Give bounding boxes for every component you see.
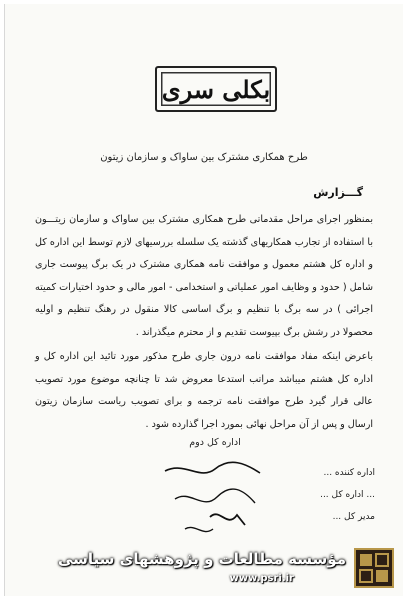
report-heading: گـــزارش: [313, 186, 363, 199]
issuing-office: اداره کل دوم: [189, 437, 241, 448]
handwritten-signature-icon: [155, 459, 275, 539]
watermark-footer: [0, 540, 406, 596]
paragraph: باعرض اینکه مفاد موافقت نامه درون جاری طرح مذکور مورد تائید این اداره کل و اداره کل هشتم میباشد مراتب استدعا معروض شد تا چنانچه موضوع مورد تصویب عالی قرار گیرد طرح موافقت نامه ترجمه و برای تصویب ریاست سازمان زیتون ارسال و پس از آن مراحل نهائی بمورد اجرا گذارده شود .: [35, 351, 373, 430]
signature-line: ... اداره کل ...: [320, 490, 375, 500]
signature-line: مدیر کل ...: [332, 512, 375, 522]
paragraph: بمنظور اجرای مراحل مقدماتی طرح همکاری مشترک بین ساواک و سازمان زیتـــون با استفاده از تجارب همکاریهای گذشته یک سلسله بررسیهای لازم توسط این اداره کل و اداره کل هشتم معمول و موافقت نامه همکاری مشترک در یک برگ پیوست جاری شامل ( حدود و وظایف امور عملیاتی و استخدامی - امور مالی و حدود اختیارات کمیته اجرائی ) در سه برگ با تنظیم و برگ اساسی کالا منقول در رهنگ تنظیم و اولیه محصولا در رشش برگ بپیوست تقدیم و از محترم میگذراند .: [35, 214, 373, 338]
document-subject: طرح همکاری مشترک بین ساواک و سازمان زیتون: [100, 152, 308, 163]
report-body: [35, 209, 373, 438]
classification-stamp-text: بکلی سری: [161, 74, 271, 104]
institute-logo-icon: [354, 548, 394, 588]
institute-url[interactable]: www.psri.ir: [229, 573, 294, 584]
classification-stamp: [155, 66, 277, 112]
institute-name: مؤسسه مطالعات و پژوهشهای سیاسی: [57, 550, 346, 568]
signature-line: اداره کننده ...: [323, 468, 375, 478]
document-page: [4, 4, 403, 596]
